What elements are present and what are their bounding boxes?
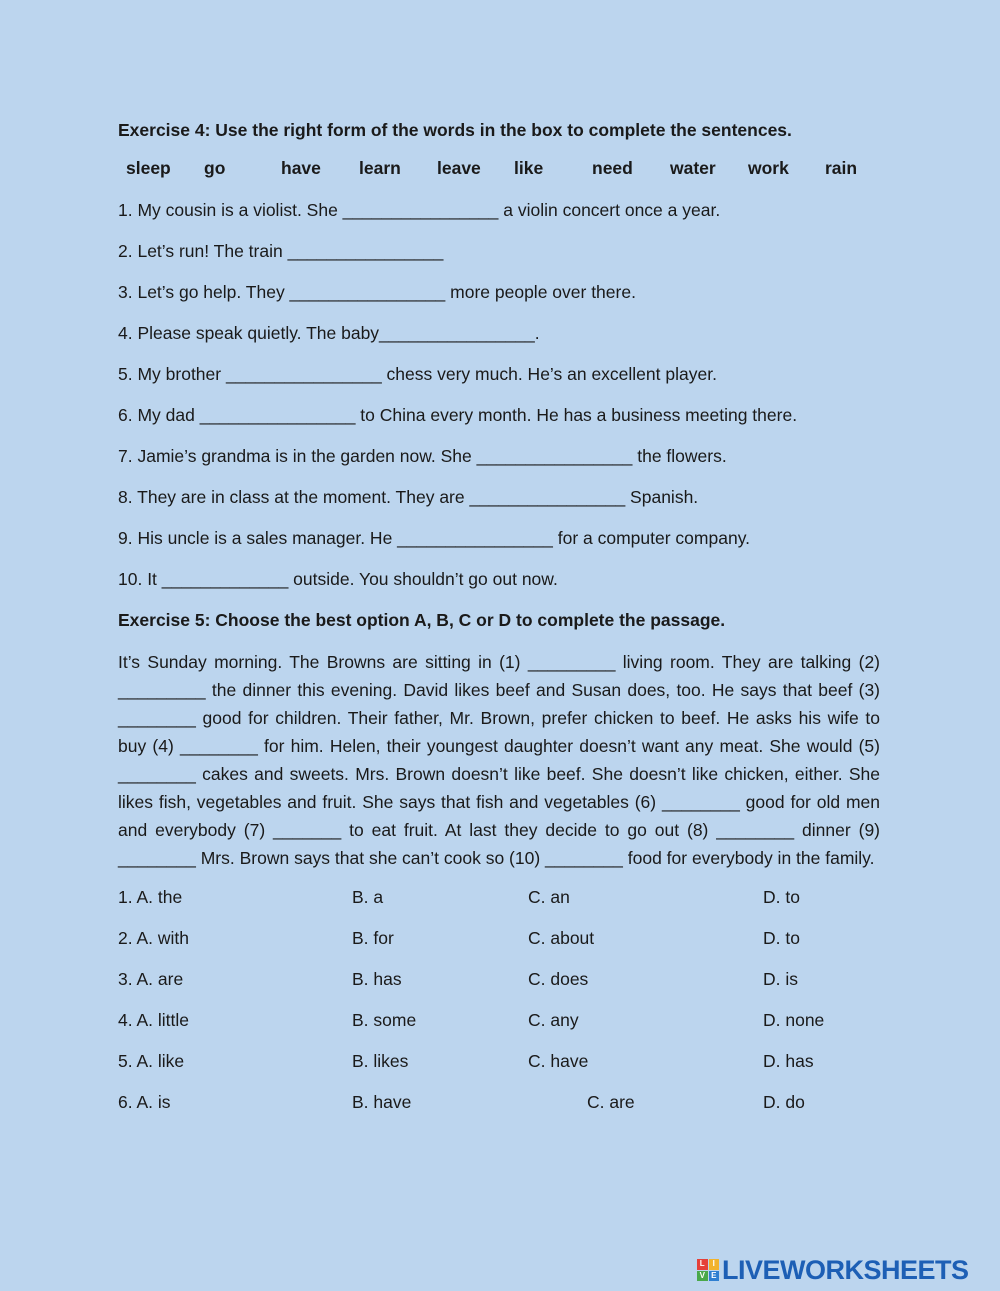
option-4a: 4. A. little [118, 1010, 190, 1030]
option-row-5 [118, 1049, 880, 1073]
option-3c: C. does [528, 969, 589, 989]
exercise5-title: Exercise 5: Choose the best option A, B, C or D to complete the passage. [118, 610, 726, 630]
question-8: 8. They are in class at the moment. They are ________________ Spanish. [118, 487, 699, 507]
option-3d: D. is [763, 969, 798, 989]
option-row-1 [118, 885, 880, 909]
option-4d: D. none [763, 1010, 825, 1030]
option-row-2 [118, 926, 880, 950]
option-1c: C. an [528, 887, 570, 907]
worksheet-page [118, 118, 880, 1114]
exercise5-passage: It’s Sunday morning. The Browns are sitting in (1) _________ living room. They are talking (2) _________ the dinner this evening. David likes beef and Susan does, too. He says that beef (3) ________ good for children. Their father, Mr. Brown, prefer chicken to beef. He asks his wife to buy (4) ________ for him. Helen, their youngest daughter doesn’t want any meat. She would (5) ________ cakes and sweets. Mrs. Brown doesn’t like beef. She doesn’t like chicken, either. She likes fish, vegetables and fruit. She says that fish and vegetables (6) ________ good for old men and everybody (7) _______ to eat fruit. At last they decide to go out (8) ________ dinner (9) ________ Mrs. Brown says that she can’t cook so (10) ________ food for everybody in the family. [118, 652, 880, 868]
liveworksheets-logo-icon: L I V E [697, 1259, 719, 1281]
question-10: 10. It _____________ outside. You shouldn’t go out now. [118, 569, 558, 589]
option-1b: B. a [352, 887, 384, 907]
word-go: go [204, 158, 226, 178]
question-5: 5. My brother ________________ chess very much. He’s an excellent player. [118, 364, 717, 384]
option-5d: D. has [763, 1051, 814, 1071]
word-learn: learn [359, 158, 401, 178]
options-list [118, 885, 880, 1114]
option-2d: D. to [763, 928, 800, 948]
option-1d: D. to [763, 887, 800, 907]
option-2b: B. for [352, 928, 394, 948]
word-like: like [514, 158, 544, 178]
liveworksheets-logo [697, 1255, 969, 1285]
question-1: 1. My cousin is a violist. She ________________ a violin concert once a year. [118, 200, 721, 220]
option-6a: 6. A. is [118, 1092, 171, 1112]
option-3b: B. has [352, 969, 402, 989]
question-9: 9. His uncle is a sales manager. He ________________ for a computer company. [118, 528, 751, 548]
option-row-6 [118, 1090, 880, 1114]
exercise4-title: Exercise 4: Use the right form of the words in the box to complete the sentences. [118, 120, 792, 140]
option-6b: B. have [352, 1092, 412, 1112]
option-2c: C. about [528, 928, 595, 948]
word-rain: rain [825, 158, 858, 178]
word-sleep: sleep [126, 158, 171, 178]
option-5b: B. likes [352, 1051, 409, 1071]
question-7: 7. Jamie’s grandma is in the garden now. She ________________ the flowers. [118, 446, 727, 466]
option-6d: D. do [763, 1092, 805, 1112]
option-3a: 3. A. are [118, 969, 184, 989]
word-water: water [670, 158, 716, 178]
question-4: 4. Please speak quietly. The baby________________. [118, 323, 540, 343]
option-4c: C. any [528, 1010, 579, 1030]
option-6c: C. are [587, 1092, 635, 1112]
word-have: have [281, 158, 321, 178]
question-2: 2. Let’s run! The train ________________ [118, 241, 444, 261]
option-4b: B. some [352, 1010, 417, 1030]
option-5a: 5. A. like [118, 1051, 185, 1071]
word-work: work [748, 158, 789, 178]
option-1a: 1. A. the [118, 887, 183, 907]
question-3: 3. Let’s go help. They ________________ more people over there. [118, 282, 636, 302]
word-leave: leave [437, 158, 481, 178]
option-2a: 2. A. with [118, 928, 190, 948]
question-6: 6. My dad ________________ to China every month. He has a business meeting there. [118, 405, 798, 425]
word-box [118, 158, 880, 182]
option-row-4 [118, 1008, 880, 1032]
option-5c: C. have [528, 1051, 589, 1071]
liveworksheets-logo-text: LIVEWORKSHEETS [722, 1254, 969, 1285]
word-need: need [592, 158, 633, 178]
option-row-3 [118, 967, 880, 991]
